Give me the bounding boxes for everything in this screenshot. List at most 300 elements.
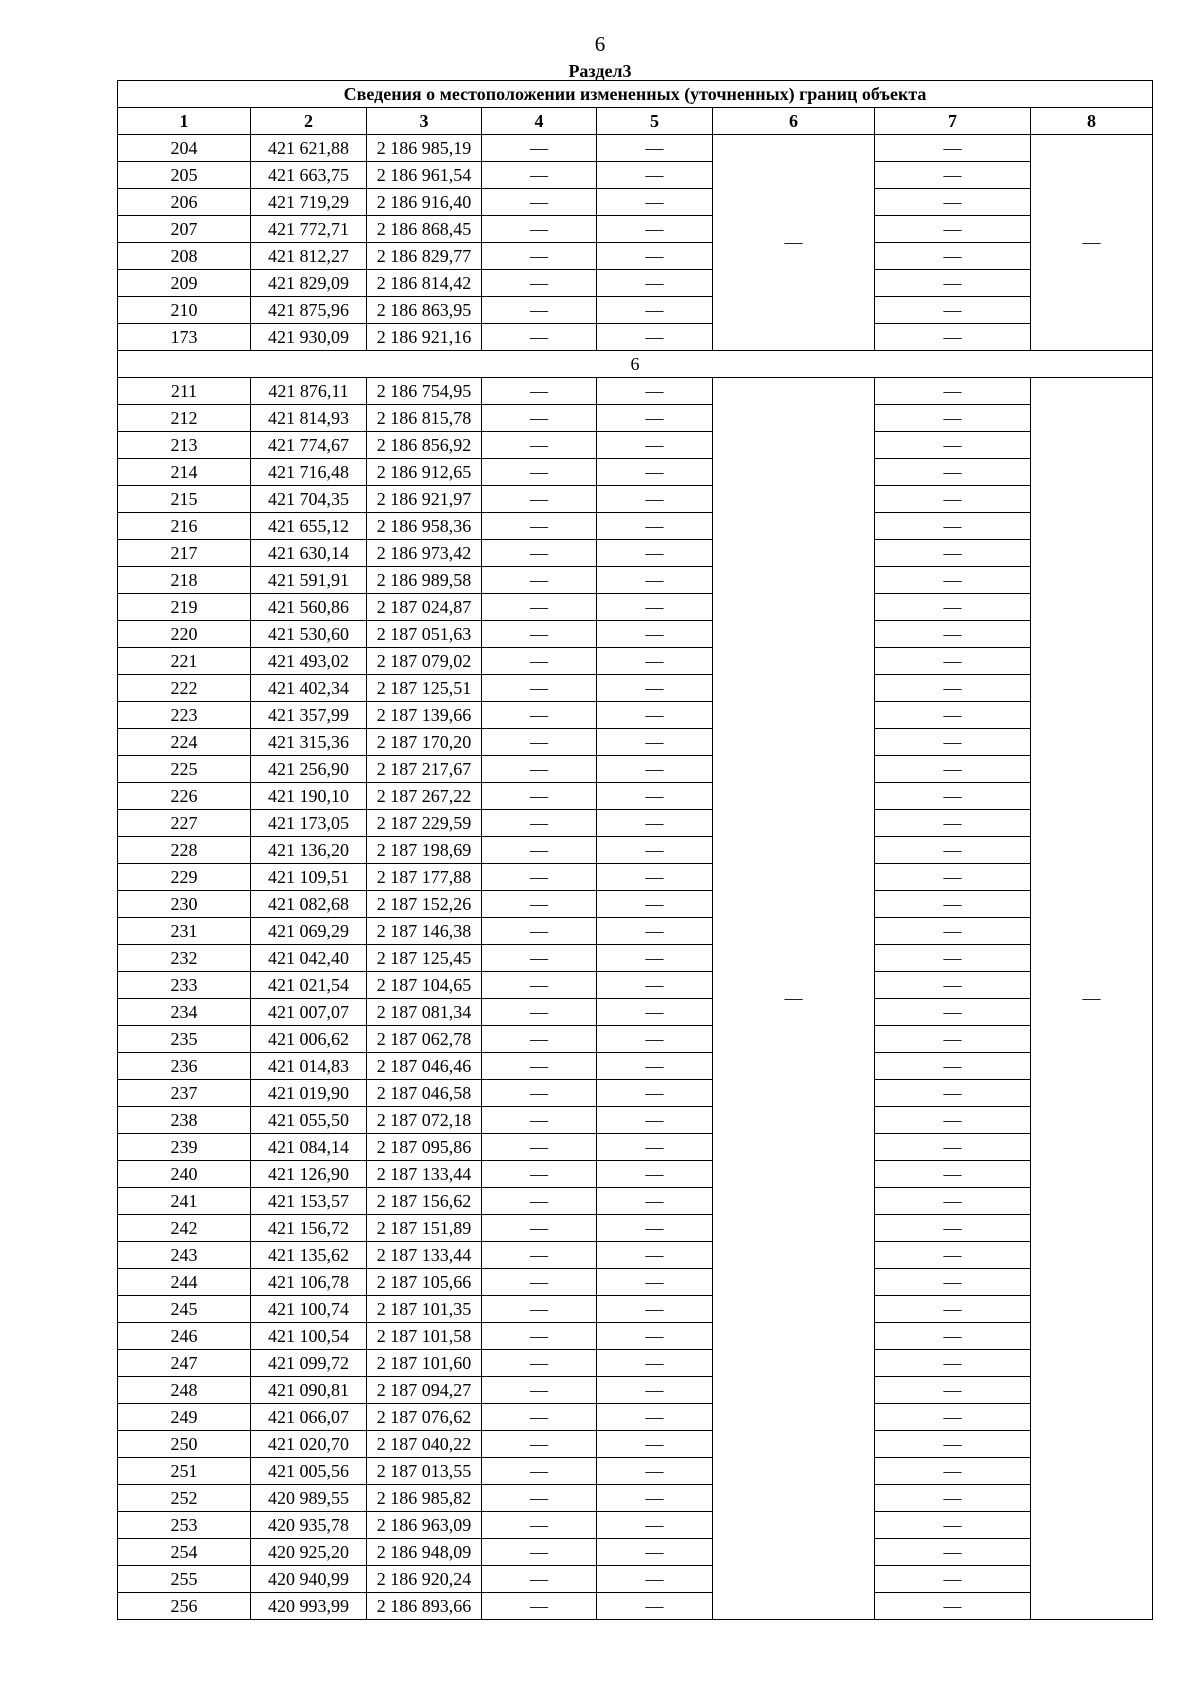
column-7-dash-cell: — [875, 297, 1031, 324]
point-number-cell: 249 [118, 1404, 251, 1431]
column-4-dash-cell: — [482, 999, 597, 1026]
column-5-dash-cell: — [597, 540, 713, 567]
x-coordinate-cell: 421 021,54 [251, 972, 367, 999]
x-coordinate-cell: 421 055,50 [251, 1107, 367, 1134]
column-4-dash-cell: — [482, 567, 597, 594]
table-row [118, 270, 1153, 297]
y-coordinate-cell: 2 187 229,59 [367, 810, 482, 837]
x-coordinate-cell: 421 042,40 [251, 945, 367, 972]
table-row [118, 1026, 1153, 1053]
group-label-row [118, 351, 1153, 378]
table-row [118, 702, 1153, 729]
table-row [118, 1053, 1153, 1080]
table-row [118, 1512, 1153, 1539]
point-number-cell: 212 [118, 405, 251, 432]
point-number-cell: 231 [118, 918, 251, 945]
column-4-dash-cell: — [482, 891, 597, 918]
column-7-dash-cell: — [875, 756, 1031, 783]
column-5-dash-cell: — [597, 810, 713, 837]
column-7-dash-cell: — [875, 999, 1031, 1026]
table-row [118, 1242, 1153, 1269]
column-4-dash-cell: — [482, 378, 597, 405]
point-number-cell: 242 [118, 1215, 251, 1242]
column-7-dash-cell: — [875, 1188, 1031, 1215]
x-coordinate-cell: 421 812,27 [251, 243, 367, 270]
point-number-cell: 225 [118, 756, 251, 783]
table-row [118, 324, 1153, 351]
x-coordinate-cell: 421 876,11 [251, 378, 367, 405]
column-4-dash-cell: — [482, 270, 597, 297]
column-4-dash-cell: — [482, 1350, 597, 1377]
table-row [118, 405, 1153, 432]
point-number-cell: 206 [118, 189, 251, 216]
column-4-dash-cell: — [482, 432, 597, 459]
y-coordinate-cell: 2 186 963,09 [367, 1512, 482, 1539]
x-coordinate-cell: 421 156,72 [251, 1215, 367, 1242]
point-number-cell: 232 [118, 945, 251, 972]
column-5-dash-cell: — [597, 783, 713, 810]
column-7-dash-cell: — [875, 459, 1031, 486]
column-4-dash-cell: — [482, 1404, 597, 1431]
table-row [118, 540, 1153, 567]
x-coordinate-cell: 421 719,29 [251, 189, 367, 216]
column-7-dash-cell: — [875, 729, 1031, 756]
column-5-dash-cell: — [597, 189, 713, 216]
column-4-dash-cell: — [482, 1512, 597, 1539]
column-4-dash-cell: — [482, 594, 597, 621]
point-number-cell: 233 [118, 972, 251, 999]
column-7-dash-cell: — [875, 1026, 1031, 1053]
column-header-7: 7 [875, 108, 1031, 135]
x-coordinate-cell: 421 630,14 [251, 540, 367, 567]
table-row [118, 783, 1153, 810]
y-coordinate-cell: 2 187 125,45 [367, 945, 482, 972]
point-number-cell: 245 [118, 1296, 251, 1323]
table-row [118, 378, 1153, 405]
x-coordinate-cell: 421 082,68 [251, 891, 367, 918]
column-5-dash-cell: — [597, 594, 713, 621]
x-coordinate-cell: 421 007,07 [251, 999, 367, 1026]
column-7-dash-cell: — [875, 243, 1031, 270]
column-6-merged-cell: — [713, 135, 875, 351]
point-number-cell: 251 [118, 1458, 251, 1485]
column-7-dash-cell: — [875, 270, 1031, 297]
caption-row [118, 81, 1153, 108]
y-coordinate-cell: 2 186 856,92 [367, 432, 482, 459]
table-row [118, 1107, 1153, 1134]
x-coordinate-cell: 421 875,96 [251, 297, 367, 324]
table-row [118, 1350, 1153, 1377]
x-coordinate-cell: 421 066,07 [251, 1404, 367, 1431]
y-coordinate-cell: 2 186 958,36 [367, 513, 482, 540]
y-coordinate-cell: 2 187 024,87 [367, 594, 482, 621]
point-number-cell: 234 [118, 999, 251, 1026]
point-number-cell: 255 [118, 1566, 251, 1593]
column-5-dash-cell: — [597, 1296, 713, 1323]
column-4-dash-cell: — [482, 621, 597, 648]
column-5-dash-cell: — [597, 324, 713, 351]
table-row [118, 675, 1153, 702]
table-row [118, 432, 1153, 459]
column-header-6: 6 [713, 108, 875, 135]
y-coordinate-cell: 2 187 076,62 [367, 1404, 482, 1431]
column-header-2: 2 [251, 108, 367, 135]
column-7-dash-cell: — [875, 1431, 1031, 1458]
column-5-dash-cell: — [597, 729, 713, 756]
column-5-dash-cell: — [597, 999, 713, 1026]
table-row [118, 1404, 1153, 1431]
column-5-dash-cell: — [597, 243, 713, 270]
column-4-dash-cell: — [482, 135, 597, 162]
table-row [118, 756, 1153, 783]
column-7-dash-cell: — [875, 1377, 1031, 1404]
column-5-dash-cell: — [597, 918, 713, 945]
column-7-dash-cell: — [875, 621, 1031, 648]
column-5-dash-cell: — [597, 972, 713, 999]
table-row [118, 1593, 1153, 1620]
column-7-dash-cell: — [875, 432, 1031, 459]
column-5-dash-cell: — [597, 702, 713, 729]
table-row [118, 837, 1153, 864]
y-coordinate-cell: 2 187 094,27 [367, 1377, 482, 1404]
column-7-dash-cell: — [875, 1485, 1031, 1512]
column-4-dash-cell: — [482, 324, 597, 351]
column-5-dash-cell: — [597, 162, 713, 189]
y-coordinate-cell: 2 187 156,62 [367, 1188, 482, 1215]
y-coordinate-cell: 2 186 829,77 [367, 243, 482, 270]
table-row [118, 189, 1153, 216]
x-coordinate-cell: 421 109,51 [251, 864, 367, 891]
column-6-merged-cell: — [713, 378, 875, 1620]
table-row [118, 486, 1153, 513]
column-5-dash-cell: — [597, 756, 713, 783]
column-4-dash-cell: — [482, 297, 597, 324]
point-number-cell: 218 [118, 567, 251, 594]
y-coordinate-cell: 2 187 046,58 [367, 1080, 482, 1107]
column-8-merged-cell: — [1031, 135, 1153, 351]
point-number-cell: 209 [118, 270, 251, 297]
point-number-cell: 244 [118, 1269, 251, 1296]
column-5-dash-cell: — [597, 1026, 713, 1053]
page-number: 6 [594, 32, 606, 56]
point-number-cell: 227 [118, 810, 251, 837]
table-row [118, 1296, 1153, 1323]
point-number-cell: 205 [118, 162, 251, 189]
point-number-cell: 222 [118, 675, 251, 702]
column-7-dash-cell: — [875, 675, 1031, 702]
column-5-dash-cell: — [597, 1593, 713, 1620]
y-coordinate-cell: 2 186 814,42 [367, 270, 482, 297]
y-coordinate-cell: 2 187 217,67 [367, 756, 482, 783]
table-row [118, 1485, 1153, 1512]
y-coordinate-cell: 2 186 989,58 [367, 567, 482, 594]
point-number-cell: 230 [118, 891, 251, 918]
x-coordinate-cell: 420 993,99 [251, 1593, 367, 1620]
point-number-cell: 213 [118, 432, 251, 459]
y-coordinate-cell: 2 187 062,78 [367, 1026, 482, 1053]
column-7-dash-cell: — [875, 513, 1031, 540]
column-5-dash-cell: — [597, 567, 713, 594]
point-number-cell: 253 [118, 1512, 251, 1539]
x-coordinate-cell: 421 005,56 [251, 1458, 367, 1485]
column-4-dash-cell: — [482, 1134, 597, 1161]
column-7-dash-cell: — [875, 1539, 1031, 1566]
column-7-dash-cell: — [875, 972, 1031, 999]
x-coordinate-cell: 421 126,90 [251, 1161, 367, 1188]
column-4-dash-cell: — [482, 1161, 597, 1188]
column-4-dash-cell: — [482, 1458, 597, 1485]
column-5-dash-cell: — [597, 891, 713, 918]
y-coordinate-cell: 2 187 267,22 [367, 783, 482, 810]
column-header-4: 4 [482, 108, 597, 135]
y-coordinate-cell: 2 186 863,95 [367, 297, 482, 324]
point-number-cell: 250 [118, 1431, 251, 1458]
x-coordinate-cell: 421 357,99 [251, 702, 367, 729]
x-coordinate-cell: 421 006,62 [251, 1026, 367, 1053]
point-number-cell: 208 [118, 243, 251, 270]
table-row [118, 918, 1153, 945]
column-7-dash-cell: — [875, 1296, 1031, 1323]
table-row [118, 972, 1153, 999]
x-coordinate-cell: 421 173,05 [251, 810, 367, 837]
point-number-cell: 224 [118, 729, 251, 756]
point-number-cell: 237 [118, 1080, 251, 1107]
column-5-dash-cell: — [597, 513, 713, 540]
point-number-cell: 235 [118, 1026, 251, 1053]
table-row [118, 1134, 1153, 1161]
x-coordinate-cell: 421 020,70 [251, 1431, 367, 1458]
column-5-dash-cell: — [597, 1485, 713, 1512]
point-number-cell: 248 [118, 1377, 251, 1404]
column-4-dash-cell: — [482, 864, 597, 891]
column-7-dash-cell: — [875, 945, 1031, 972]
column-5-dash-cell: — [597, 459, 713, 486]
point-number-cell: 226 [118, 783, 251, 810]
column-5-dash-cell: — [597, 486, 713, 513]
table-row [118, 1188, 1153, 1215]
y-coordinate-cell: 2 186 916,40 [367, 189, 482, 216]
column-7-dash-cell: — [875, 1323, 1031, 1350]
point-number-cell: 216 [118, 513, 251, 540]
column-header-5: 5 [597, 108, 713, 135]
table-row [118, 135, 1153, 162]
table-row [118, 810, 1153, 837]
table-row [118, 513, 1153, 540]
point-number-cell: 217 [118, 540, 251, 567]
x-coordinate-cell: 421 099,72 [251, 1350, 367, 1377]
point-number-cell: 256 [118, 1593, 251, 1620]
column-5-dash-cell: — [597, 945, 713, 972]
column-5-dash-cell: — [597, 1431, 713, 1458]
x-coordinate-cell: 421 814,93 [251, 405, 367, 432]
column-5-dash-cell: — [597, 1404, 713, 1431]
column-5-dash-cell: — [597, 1107, 713, 1134]
point-number-cell: 219 [118, 594, 251, 621]
table-row [118, 1080, 1153, 1107]
y-coordinate-cell: 2 186 973,42 [367, 540, 482, 567]
y-coordinate-cell: 2 187 146,38 [367, 918, 482, 945]
table-row [118, 1377, 1153, 1404]
column-header-3: 3 [367, 108, 482, 135]
column-4-dash-cell: — [482, 756, 597, 783]
y-coordinate-cell: 2 187 101,60 [367, 1350, 482, 1377]
column-5-dash-cell: — [597, 216, 713, 243]
column-4-dash-cell: — [482, 540, 597, 567]
x-coordinate-cell: 421 591,91 [251, 567, 367, 594]
column-8-merged-cell: — [1031, 378, 1153, 1620]
x-coordinate-cell: 421 315,36 [251, 729, 367, 756]
column-4-dash-cell: — [482, 405, 597, 432]
column-5-dash-cell: — [597, 378, 713, 405]
column-5-dash-cell: — [597, 1512, 713, 1539]
column-7-dash-cell: — [875, 594, 1031, 621]
point-number-cell: 246 [118, 1323, 251, 1350]
column-4-dash-cell: — [482, 243, 597, 270]
column-4-dash-cell: — [482, 1053, 597, 1080]
column-4-dash-cell: — [482, 459, 597, 486]
column-4-dash-cell: — [482, 810, 597, 837]
column-4-dash-cell: — [482, 1539, 597, 1566]
column-4-dash-cell: — [482, 1026, 597, 1053]
x-coordinate-cell: 421 019,90 [251, 1080, 367, 1107]
y-coordinate-cell: 2 186 985,19 [367, 135, 482, 162]
table-row [118, 162, 1153, 189]
column-5-dash-cell: — [597, 297, 713, 324]
column-4-dash-cell: — [482, 972, 597, 999]
column-7-dash-cell: — [875, 1566, 1031, 1593]
table-row [118, 216, 1153, 243]
y-coordinate-cell: 2 187 072,18 [367, 1107, 482, 1134]
column-5-dash-cell: — [597, 1566, 713, 1593]
boundary-coordinates-table [117, 80, 1153, 1620]
y-coordinate-cell: 2 187 152,26 [367, 891, 482, 918]
group-label: 6 [118, 351, 1153, 378]
column-7-dash-cell: — [875, 1161, 1031, 1188]
column-5-dash-cell: — [597, 1377, 713, 1404]
x-coordinate-cell: 421 106,78 [251, 1269, 367, 1296]
x-coordinate-cell: 421 402,34 [251, 675, 367, 702]
column-7-dash-cell: — [875, 378, 1031, 405]
x-coordinate-cell: 421 704,35 [251, 486, 367, 513]
x-coordinate-cell: 421 084,14 [251, 1134, 367, 1161]
y-coordinate-cell: 2 187 013,55 [367, 1458, 482, 1485]
table-row [118, 648, 1153, 675]
point-number-cell: 239 [118, 1134, 251, 1161]
y-coordinate-cell: 2 187 133,44 [367, 1161, 482, 1188]
column-4-dash-cell: — [482, 783, 597, 810]
table-row [118, 1431, 1153, 1458]
x-coordinate-cell: 421 829,09 [251, 270, 367, 297]
point-number-cell: 173 [118, 324, 251, 351]
column-4-dash-cell: — [482, 729, 597, 756]
table-caption: Сведения о местоположении измененных (уточненных) границ объекта [118, 81, 1153, 108]
column-4-dash-cell: — [482, 1566, 597, 1593]
column-7-dash-cell: — [875, 1107, 1031, 1134]
column-4-dash-cell: — [482, 945, 597, 972]
x-coordinate-cell: 420 935,78 [251, 1512, 367, 1539]
y-coordinate-cell: 2 187 101,58 [367, 1323, 482, 1350]
point-number-cell: 243 [118, 1242, 251, 1269]
column-4-dash-cell: — [482, 1107, 597, 1134]
table-body [118, 135, 1153, 1620]
column-5-dash-cell: — [597, 405, 713, 432]
column-7-dash-cell: — [875, 783, 1031, 810]
y-coordinate-cell: 2 187 046,46 [367, 1053, 482, 1080]
point-number-cell: 207 [118, 216, 251, 243]
x-coordinate-cell: 421 930,09 [251, 324, 367, 351]
column-5-dash-cell: — [597, 864, 713, 891]
point-number-cell: 220 [118, 621, 251, 648]
column-4-dash-cell: — [482, 513, 597, 540]
column-header-1: 1 [118, 108, 251, 135]
point-number-cell: 228 [118, 837, 251, 864]
x-coordinate-cell: 421 493,02 [251, 648, 367, 675]
column-7-dash-cell: — [875, 648, 1031, 675]
point-number-cell: 241 [118, 1188, 251, 1215]
column-4-dash-cell: — [482, 1593, 597, 1620]
column-4-dash-cell: — [482, 1188, 597, 1215]
column-5-dash-cell: — [597, 1161, 713, 1188]
column-7-dash-cell: — [875, 891, 1031, 918]
y-coordinate-cell: 2 187 125,51 [367, 675, 482, 702]
y-coordinate-cell: 2 187 079,02 [367, 648, 482, 675]
point-number-cell: 254 [118, 1539, 251, 1566]
y-coordinate-cell: 2 186 868,45 [367, 216, 482, 243]
column-4-dash-cell: — [482, 1269, 597, 1296]
point-number-cell: 238 [118, 1107, 251, 1134]
y-coordinate-cell: 2 187 095,86 [367, 1134, 482, 1161]
table-row [118, 945, 1153, 972]
point-number-cell: 229 [118, 864, 251, 891]
y-coordinate-cell: 2 187 198,69 [367, 837, 482, 864]
x-coordinate-cell: 421 774,67 [251, 432, 367, 459]
table-row [118, 1566, 1153, 1593]
column-7-dash-cell: — [875, 1350, 1031, 1377]
table-row [118, 1161, 1153, 1188]
x-coordinate-cell: 421 256,90 [251, 756, 367, 783]
y-coordinate-cell: 2 186 921,16 [367, 324, 482, 351]
x-coordinate-cell: 421 560,86 [251, 594, 367, 621]
y-coordinate-cell: 2 187 170,20 [367, 729, 482, 756]
column-4-dash-cell: — [482, 1431, 597, 1458]
y-coordinate-cell: 2 187 151,89 [367, 1215, 482, 1242]
x-coordinate-cell: 421 655,12 [251, 513, 367, 540]
column-7-dash-cell: — [875, 135, 1031, 162]
column-7-dash-cell: — [875, 810, 1031, 837]
column-5-dash-cell: — [597, 1242, 713, 1269]
x-coordinate-cell: 420 940,99 [251, 1566, 367, 1593]
column-7-dash-cell: — [875, 702, 1031, 729]
column-5-dash-cell: — [597, 675, 713, 702]
table-row [118, 729, 1153, 756]
column-7-dash-cell: — [875, 918, 1031, 945]
x-coordinate-cell: 421 663,75 [251, 162, 367, 189]
y-coordinate-cell: 2 187 133,44 [367, 1242, 482, 1269]
x-coordinate-cell: 421 621,88 [251, 135, 367, 162]
point-number-cell: 211 [118, 378, 251, 405]
y-coordinate-cell: 2 186 815,78 [367, 405, 482, 432]
point-number-cell: 210 [118, 297, 251, 324]
column-5-dash-cell: — [597, 1323, 713, 1350]
column-5-dash-cell: — [597, 1215, 713, 1242]
column-4-dash-cell: — [482, 1485, 597, 1512]
column-4-dash-cell: — [482, 648, 597, 675]
y-coordinate-cell: 2 187 051,63 [367, 621, 482, 648]
column-7-dash-cell: — [875, 1269, 1031, 1296]
column-7-dash-cell: — [875, 567, 1031, 594]
x-coordinate-cell: 421 135,62 [251, 1242, 367, 1269]
table-row [118, 999, 1153, 1026]
